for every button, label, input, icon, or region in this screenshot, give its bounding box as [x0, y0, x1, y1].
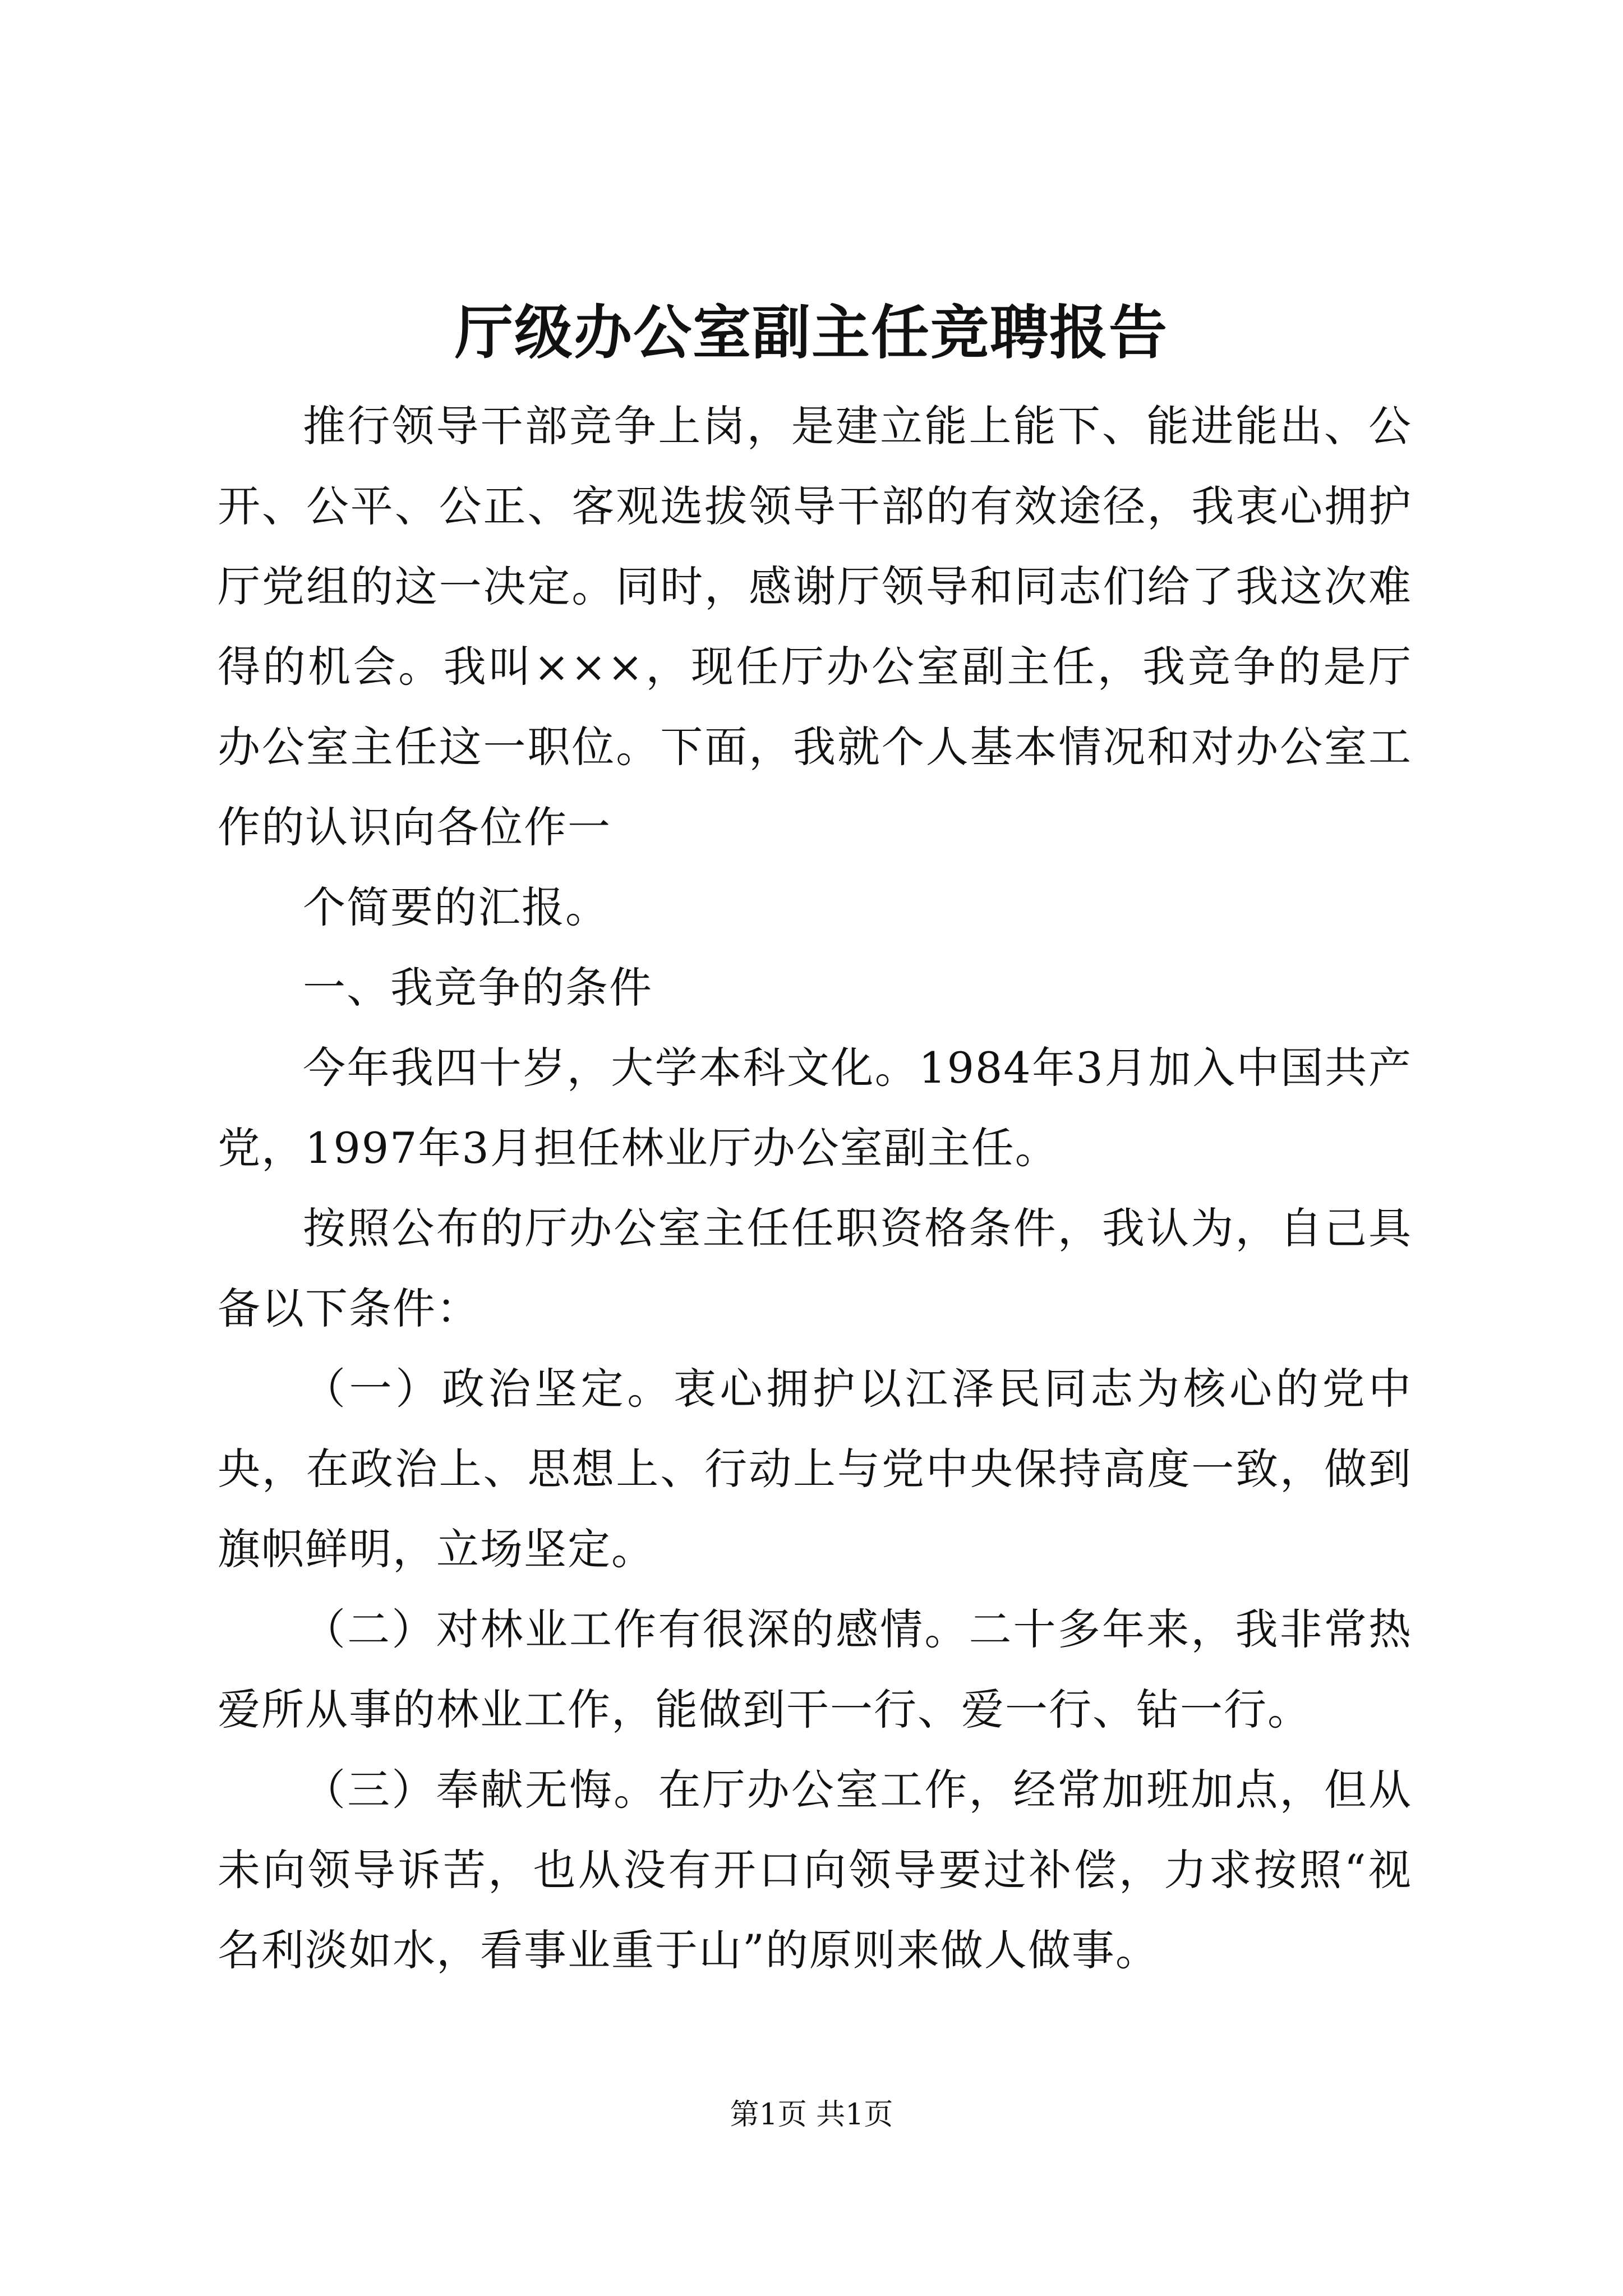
paragraph-intro-continued: 个简要的汇报。: [303, 882, 609, 932]
paragraph-background: 今年我四十岁，大学本科文化。1984年3月加入中国共产党，1997年3月担任林业厅办公室副主任。: [218, 1043, 1412, 1173]
list-item-dedication: （三）奉献无悔。在厅办公室工作，经常加班加点，但从未向领导诉苦，也从没有开口向领导要过补偿，力求按照“视名利淡如水，看事业重于山”的原则来做人做事。: [218, 1765, 1412, 1975]
document-body: [218, 386, 1412, 1990]
list-item-forestry: （二）对林业工作有很深的感情。二十多年来，我非常热爱所从事的林业工作，能做到干一行、爱一行、钻一行。: [218, 1604, 1412, 1734]
paragraph-qualifications: 按照公布的厅办公室主任任职资格条件，我认为，自己具备以下条件：: [218, 1203, 1412, 1333]
document-title: 厅级办公室副主任竞聘报告: [454, 298, 1168, 367]
section-heading-conditions: 一、我竞争的条件: [303, 963, 653, 1013]
page-number-footer: 第1页 共1页: [730, 2098, 893, 2132]
paragraph-intro: 推行领导干部竞争上岗，是建立能上能下、能进能出、公开、公平、公正、客观选拔领导干部的有效途径，我衷心拥护厅党组的这一决定。同时，感谢厅领导和同志们给了我这次难得的机会。我叫×××，现任厅办公室副主任，我竞争的是厅办公室主任这一职位。下面，我就个人基本情况和对办公室工作的认识向各位作一: [218, 401, 1412, 852]
list-item-political: （一）政治坚定。衷心拥护以江泽民同志为核心的党中央，在政治上、思想上、行动上与党中央保持高度一致，做到旗帜鲜明，立场坚定。: [218, 1364, 1412, 1574]
